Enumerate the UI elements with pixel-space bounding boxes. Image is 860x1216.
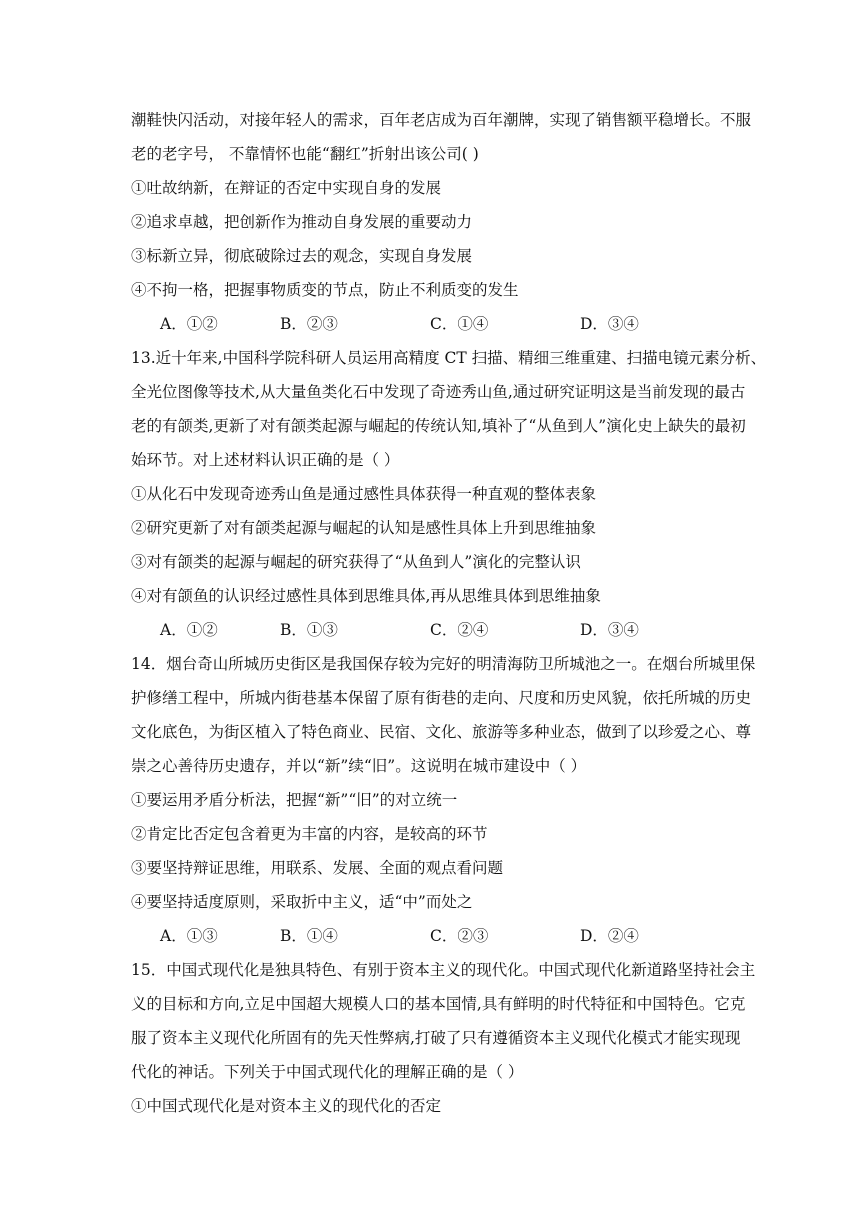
q13-statement-2: ②研究更新了对有颌类起源与崛起的认知是感性具体上升到思维抽象 <box>131 519 597 537</box>
q14-option-a: A．①③ <box>160 927 218 945</box>
q12-statement-2: ②追求卓越，把创新作为推动自身发展的重要动力 <box>131 213 473 231</box>
q12-text-line: 老的老字号， 不靠情怀也能“翻红”折射出该公司( ) <box>131 145 479 163</box>
q13-statement-4: ④对有颌鱼的认识经过感性具体到思维具体,再从思维具体到思维抽象 <box>131 587 601 605</box>
q12-option-c: C．①④ <box>430 315 489 333</box>
q13-option-c: C．②④ <box>430 621 489 639</box>
q12-option-d: D．③④ <box>580 315 639 333</box>
q13-option-a: A．①② <box>160 621 218 639</box>
q14-statement-3: ③要坚持辩证思维，用联系、发展、全面的观点看问题 <box>131 859 504 877</box>
q12-text-line: 潮鞋快闪活动，对接年轻人的需求，百年老店成为百年潮牌，实现了销售额平稳增长。不服 <box>131 111 752 129</box>
q15-statement-1: ①中国式现代化是对资本主义的现代化的否定 <box>131 1097 442 1115</box>
q14-option-b: B．①④ <box>280 927 338 945</box>
q12-option-a: A．①② <box>160 315 218 333</box>
q13-text-line: 13.近十年来,中国科学院科研人员运用高精度 CT 扫描、精细三维重建、扫描电镜元素分析、 <box>131 349 767 367</box>
q15-text-line: 15．中国式现代化是独具特色、有别于资本主义的现代化。中国式现代化新道路坚持社会主 <box>131 961 756 979</box>
q14-text-line: 崇之心善待历史遗存，并以“新”续“旧”。这说明在城市建设中（ ） <box>131 757 587 775</box>
q13-text-line: 老的有颌类,更新了对有颌类起源与崛起的传统认知,填补了“从鱼到人”演化史上缺失的最初 <box>131 417 746 435</box>
q14-statement-2: ②肯定比否定包含着更为丰富的内容，是较高的环节 <box>131 825 488 843</box>
q15-text-line: 义的目标和方向,立足中国超大规模人口的基本国情,具有鲜明的时代特征和中国特色。它克 <box>131 995 746 1013</box>
q12-statement-4: ④不拘一格，把握事物质变的节点，防止不利质变的发生 <box>131 281 519 299</box>
q13-option-d: D．③④ <box>580 621 639 639</box>
q12-option-b: B．②③ <box>280 315 338 333</box>
q13-text-line: 全光位图像等技术,从大量鱼类化石中发现了奇迹秀山鱼,通过研究证明这是当前发现的最古 <box>131 383 746 401</box>
q14-statement-4: ④要坚持适度原则，采取折中主义，适“中”而处之 <box>131 893 473 911</box>
q14-option-d: D．②④ <box>580 927 639 945</box>
q13-statement-1: ①从化石中发现奇迹秀山鱼是通过感性具体获得一种直观的整体表象 <box>131 485 597 503</box>
q15-text-line: 服了资本主义现代化所固有的先天性弊病,打破了只有遵循资本主义现代化模式才能实现现 <box>131 1029 741 1047</box>
q14-statement-1: ①要运用矛盾分析法，把握“新”“旧”的对立统一 <box>131 791 458 809</box>
q14-text-line: 文化底色，为街区植入了特色商业、民宿、文化、旅游等多种业态，做到了以珍爱之心、尊 <box>131 723 752 741</box>
q13-text-line: 始环节。对上述材料认识正确的是（ ） <box>131 451 400 469</box>
q12-statement-1: ①吐故纳新，在辩证的否定中实现自身的发展 <box>131 179 442 197</box>
q15-text-line: 代化的神话。下列关于中国式现代化的理解正确的是（ ） <box>131 1063 524 1081</box>
q13-statement-3: ③对有颌类的起源与崛起的研究获得了“从鱼到人”演化的完整认识 <box>131 553 581 571</box>
q12-statement-3: ③标新立异，彻底破除过去的观念，实现自身发展 <box>131 247 473 265</box>
q14-text-line: 护修缮工程中，所城内街巷基本保留了原有街巷的走向、尺度和历史风貌，依托所城的历史 <box>131 689 752 707</box>
q14-option-c: C．②③ <box>430 927 489 945</box>
q13-option-b: B．①③ <box>280 621 338 639</box>
q14-text-line: 14．烟台奇山所城历史街区是我国保存较为完好的明清海防卫所城池之一。在烟台所城里保 <box>131 655 756 673</box>
